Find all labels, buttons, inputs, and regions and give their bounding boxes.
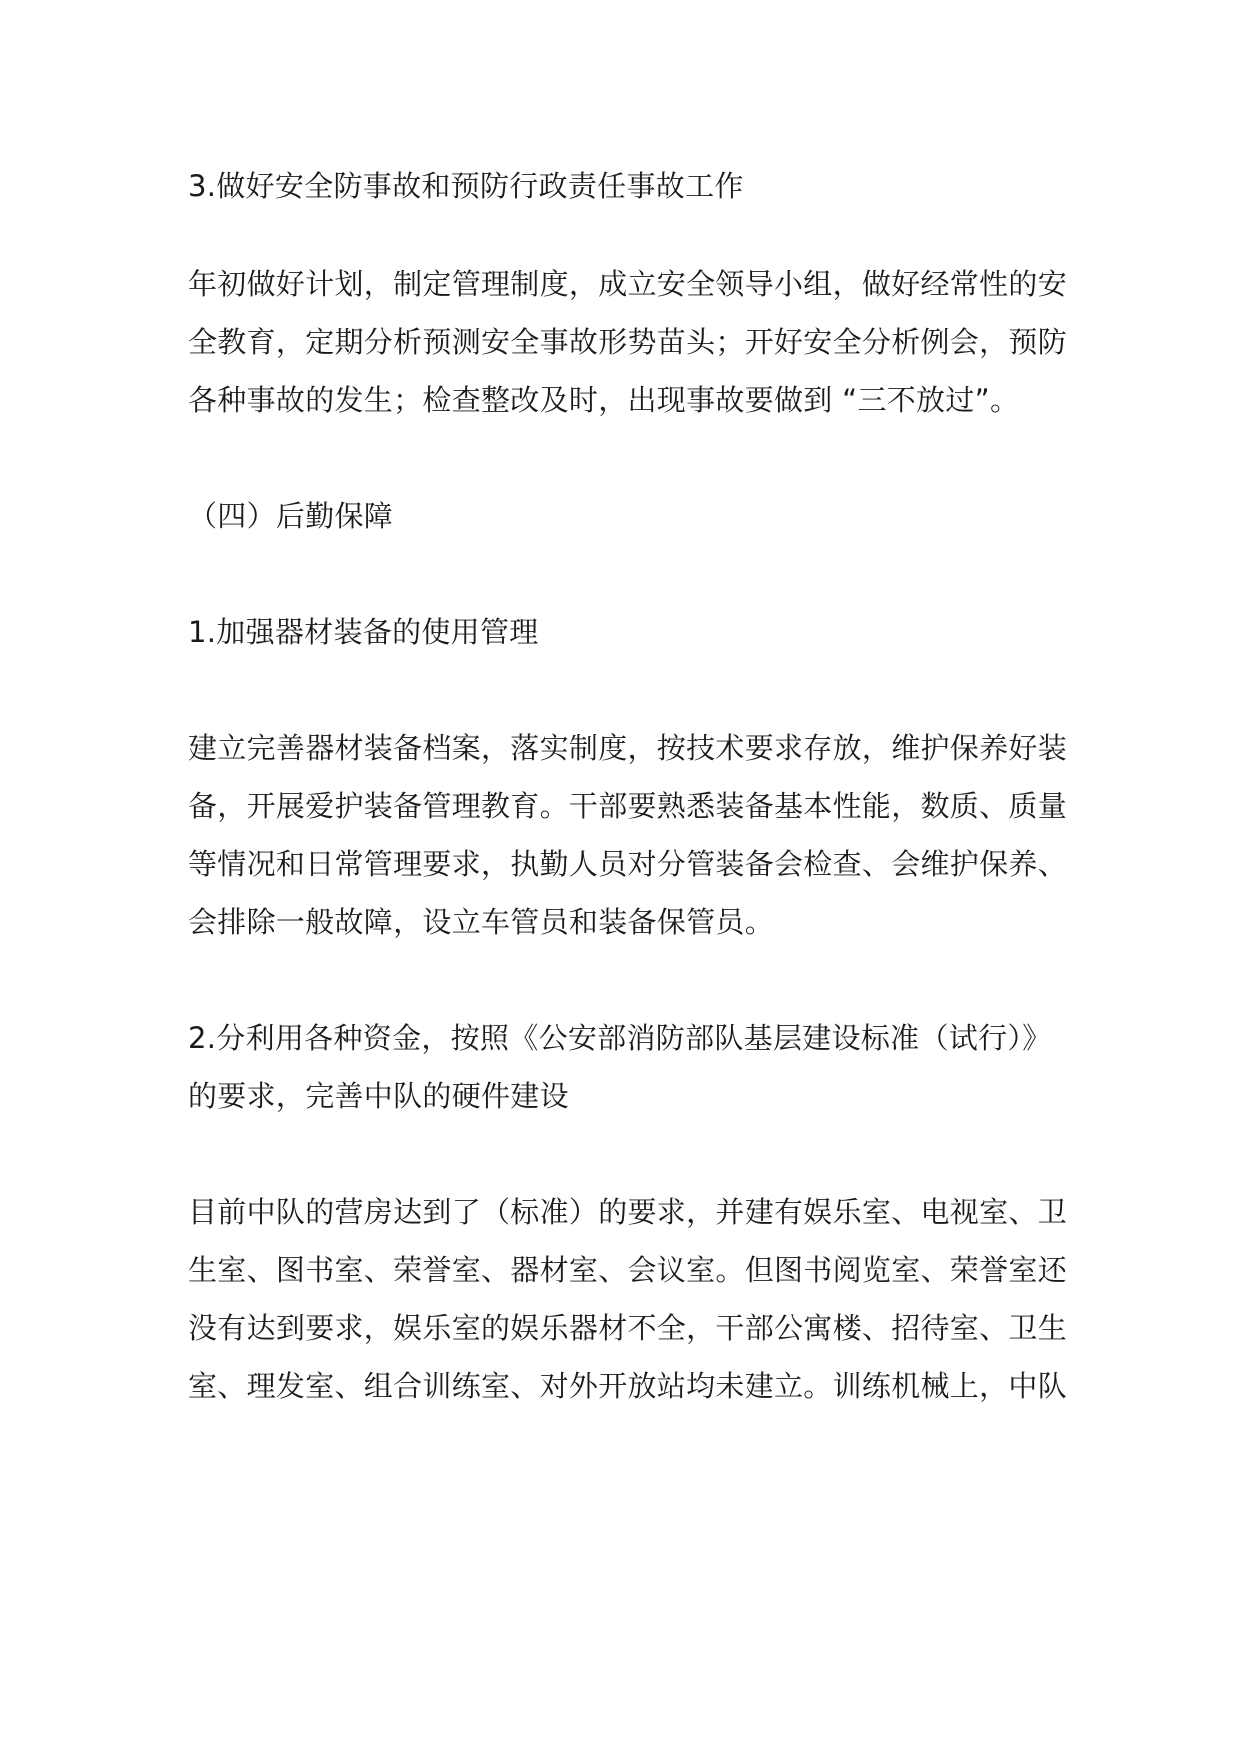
paragraph-line: 目前中队的营房达到了（标准）的要求，并建有娱乐室、电视室、卫 [188,1195,1068,1229]
heading-item-3: 3.做好安全防事故和预防行政责任事故工作 [188,169,744,203]
paragraph-line: 各种事故的发生；检查整改及时，出现事故要做到 “三不放过”。 [188,383,1020,417]
paragraph-line: 建立完善器材装备档案，落实制度，按技术要求存放，维护保养好装 [188,731,1068,765]
paragraph-line: 全教育，定期分析预测安全事故形势苗头；开好安全分析例会，预防 [188,325,1068,359]
heading-item-1: 1.加强器材装备的使用管理 [188,615,539,649]
paragraph-line: 室、理发室、组合训练室、对外开放站均未建立。训练机械上，中队 [188,1369,1068,1403]
paragraph-line: 没有达到要求，娱乐室的娱乐器材不全，干部公寓楼、招待室、卫生 [188,1311,1068,1345]
heading-item-2: 2.分利用各种资金，按照《公安部消防部队基层建设标准（试行）》 [188,1021,1052,1055]
paragraph-line: 备，开展爱护装备管理教育。干部要熟悉装备基本性能，数质、质量 [188,789,1068,823]
paragraph-line: 会排除一般故障，设立车管员和装备保管员。 [188,905,775,939]
paragraph-line: 等情况和日常管理要求，执勤人员对分管装备会检查、会维护保养、 [188,847,1068,881]
paragraph-line: 年初做好计划，制定管理制度，成立安全领导小组，做好经常性的安 [188,267,1068,301]
heading-item-2-continued: 的要求，完善中队的硬件建设 [188,1079,569,1113]
paragraph-line: 生室、图书室、荣誉室、器材室、会议室。但图书阅览室、荣誉室还 [188,1253,1068,1287]
section-heading-logistics: （四）后勤保障 [188,499,394,533]
